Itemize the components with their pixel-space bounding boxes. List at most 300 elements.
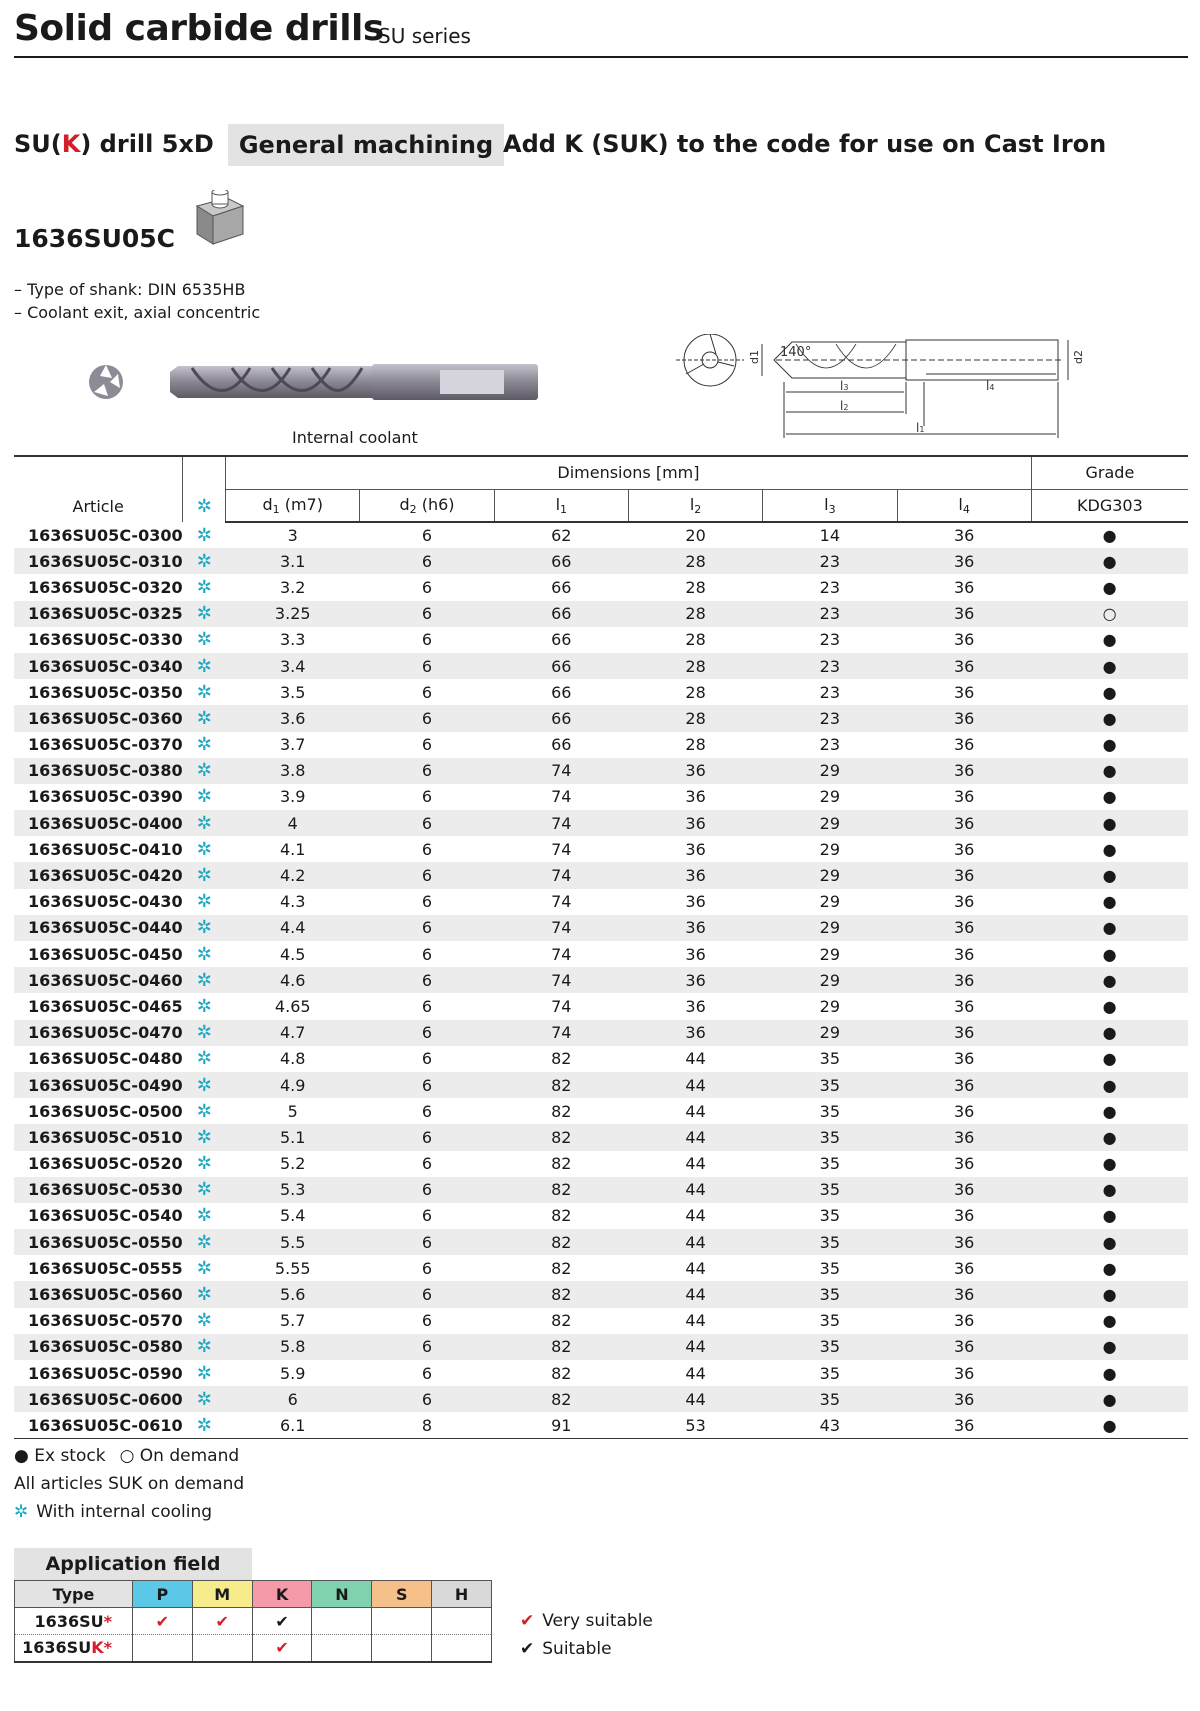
grade-cell: ●	[1031, 1386, 1188, 1412]
check-icon-red: ✔	[275, 1638, 289, 1658]
l4-cell: 36	[897, 548, 1031, 574]
blind-hole-icon	[193, 190, 245, 246]
check-icon: ✔	[520, 1639, 535, 1659]
snowflake-icon: ✲	[196, 1310, 212, 1332]
grade-cell: ●	[1031, 967, 1188, 993]
l4-cell: 36	[953, 526, 975, 546]
snowflake-icon: ✲	[196, 1179, 212, 1201]
article-cell: 1636SU05C-0370	[28, 735, 183, 755]
coolant-cell	[183, 1046, 226, 1072]
l4-cell: 36	[953, 1363, 975, 1383]
image-caption: Internal coolant	[292, 428, 418, 447]
coolant-cell	[183, 1072, 226, 1098]
l4-cell: 36	[897, 1072, 1031, 1098]
l3-cell: 29	[819, 892, 841, 912]
article-cell: 1636SU05C-0480	[28, 1049, 183, 1069]
l3-label: l3	[840, 379, 849, 393]
d1-cell: 5.9	[280, 1363, 306, 1383]
d2-cell: 6	[421, 944, 433, 964]
suitability-cell	[312, 1635, 372, 1662]
table-row	[14, 810, 1188, 836]
coolant-cell	[183, 993, 226, 1019]
l1-cell: 66	[551, 630, 572, 650]
spec-shank: – Type of shank: DIN 6535HB	[14, 280, 246, 299]
l2-cell: 36	[628, 1020, 762, 1046]
l4-cell: 36	[897, 758, 1031, 784]
article-cell: 1636SU05C-0510	[14, 1124, 183, 1150]
grade-cell: ●	[1031, 548, 1188, 574]
l1-cell: 82	[494, 1124, 628, 1150]
grade-cell: ●	[1031, 1124, 1188, 1150]
table-row	[14, 1386, 1188, 1412]
table-row	[14, 574, 1188, 600]
col-l4: $l_4$	[897, 489, 1031, 522]
dimensions-table	[14, 455, 1188, 1439]
l2-cell: 36	[685, 892, 706, 912]
grade-cell: ●	[1031, 653, 1188, 679]
snowflake-icon: ✲	[196, 995, 212, 1017]
table-row	[14, 1334, 1188, 1360]
article-cell: 1636SU05C-0310	[14, 548, 183, 574]
l2-cell: 44	[628, 1177, 762, 1203]
coolant-cell	[183, 1177, 226, 1203]
l3-cell: 23	[763, 653, 897, 679]
snowflake-icon: ✲	[196, 838, 212, 860]
l4-cell: 36	[953, 1258, 975, 1278]
table-row	[14, 1229, 1188, 1255]
article-cell: 1636SU05C-0560	[14, 1281, 183, 1307]
d1-cell: 4.4	[226, 915, 360, 941]
article-cell: 1636SU05C-0360	[14, 705, 183, 731]
l3-cell: 35	[819, 1258, 841, 1278]
snowflake-icon: ✲	[196, 786, 212, 808]
l4-cell: 36	[953, 787, 975, 807]
l2-cell: 36	[628, 967, 762, 993]
l2-cell: 44	[685, 1258, 706, 1278]
d1-cell: 3.9	[280, 787, 306, 807]
article-cell: 1636SU05C-0470	[14, 1020, 183, 1046]
suitability-cell	[252, 1608, 312, 1635]
page-header	[14, 6, 1188, 58]
d1-cell: 6.1	[226, 1412, 360, 1438]
d1-cell: 4.7	[226, 1020, 360, 1046]
snowflake-icon: ✲	[196, 1022, 212, 1044]
suitability-cell	[192, 1635, 252, 1662]
application-table	[14, 1580, 492, 1663]
l3-cell: 23	[819, 682, 841, 702]
l2-cell: 44	[628, 1334, 762, 1360]
l4-cell: 36	[897, 1412, 1031, 1438]
d1-cell: 3.4	[226, 653, 360, 679]
l3-cell: 29	[819, 944, 841, 964]
d1-cell: 5.4	[280, 1206, 306, 1226]
l2-cell: 44	[628, 1124, 762, 1150]
legend-ex-stock: ● Ex stock	[14, 1446, 106, 1466]
coolant-cell	[183, 1281, 226, 1307]
drill-photo	[82, 352, 542, 412]
d1-cell: 5.55	[274, 1258, 311, 1278]
l1-cell: 82	[551, 1154, 572, 1174]
d1-cell: 4.9	[226, 1072, 360, 1098]
snowflake-icon: ✲	[196, 655, 212, 677]
grade-cell: ●	[1031, 1020, 1188, 1046]
table-row	[14, 941, 1188, 967]
l4-cell: 36	[953, 892, 975, 912]
l4-cell: 36	[953, 1101, 975, 1121]
article-cell: 1636SU05C-0610	[14, 1412, 183, 1438]
table-row	[14, 627, 1188, 653]
grade-cell: ●	[1031, 1229, 1188, 1255]
snowflake-icon: ✲	[196, 891, 212, 913]
application-field-title: Application field	[14, 1548, 252, 1580]
d2-cell: 6	[421, 1206, 433, 1226]
col-l2: $l_2$	[628, 489, 762, 522]
grade-cell: ●	[1031, 758, 1188, 784]
grade-cell: ●	[1031, 810, 1188, 836]
l2-cell: 36	[628, 758, 762, 784]
grade-cell: ●	[1102, 1049, 1117, 1069]
table-row	[14, 889, 1188, 915]
l3-cell: 35	[819, 1049, 841, 1069]
coolant-cell	[183, 601, 226, 627]
l1-cell: 74	[494, 1020, 628, 1046]
l1-cell: 82	[551, 1311, 572, 1331]
article-cell: 1636SU05C-0440	[14, 915, 183, 941]
article-cell: 1636SU05C-0590	[28, 1363, 183, 1383]
l2-cell: 36	[685, 944, 706, 964]
snowflake-icon: ✲	[196, 1205, 212, 1227]
l3-cell: 35	[763, 1229, 897, 1255]
l4-cell: 36	[897, 653, 1031, 679]
table-row	[14, 705, 1188, 731]
l4-cell: 36	[897, 1124, 1031, 1150]
grade-cell: ●	[1031, 1072, 1188, 1098]
d2-cell: 6	[360, 705, 494, 731]
drill-k-letter: K	[61, 130, 81, 158]
l1-cell: 82	[551, 1101, 572, 1121]
grade-cell: ●	[1102, 526, 1117, 546]
l4-cell: 36	[953, 839, 975, 859]
col-article: Article	[14, 456, 183, 522]
table-row	[14, 1046, 1188, 1072]
grade-cell: ●	[1102, 944, 1117, 964]
l2-cell: 28	[685, 682, 706, 702]
article-cell: 1636SU05C-0450	[28, 944, 183, 964]
d2-cell: 6	[360, 1386, 494, 1412]
grade-cell: ●	[1102, 1311, 1117, 1331]
grade-cell: ●	[1031, 1281, 1188, 1307]
article-cell: 1636SU05C-0570	[28, 1311, 183, 1331]
l2-cell: 44	[685, 1049, 706, 1069]
l4-cell: 36	[953, 1154, 975, 1174]
l3-cell: 35	[763, 1281, 897, 1307]
snowflake-icon: ✲	[196, 760, 212, 782]
table-row	[14, 967, 1188, 993]
grade-cell: ●	[1102, 630, 1117, 650]
l1-cell: 82	[494, 1386, 628, 1412]
d1-cell: 5.3	[226, 1177, 360, 1203]
l4-cell: 36	[897, 705, 1031, 731]
grade-cell: ●	[1102, 892, 1117, 912]
d1-cell: 5.8	[226, 1334, 360, 1360]
article-cell: 1636SU05C-0330	[28, 630, 183, 650]
table-row	[14, 993, 1188, 1019]
d2-cell: 6	[360, 758, 494, 784]
article-cell: 1636SU05C-0555	[28, 1258, 183, 1278]
d1-cell: 4	[226, 810, 360, 836]
l2-label: l2	[840, 399, 849, 413]
snowflake-icon: ✲	[196, 1100, 212, 1122]
d2-cell: 6	[360, 1229, 494, 1255]
l3-cell: 43	[763, 1412, 897, 1438]
l2-cell: 44	[685, 1101, 706, 1121]
snowflake-icon: ✲	[196, 1048, 212, 1070]
d2-cell: 6	[360, 1281, 494, 1307]
table-row	[14, 1124, 1188, 1150]
type-cell: 1636SU*	[15, 1608, 133, 1635]
l2-cell: 28	[685, 577, 706, 597]
check-icon: ✔	[275, 1611, 289, 1631]
suitability-cell	[132, 1608, 192, 1635]
d2-cell: 6	[421, 1258, 433, 1278]
l2-cell: 44	[628, 1229, 762, 1255]
table-row	[14, 1072, 1188, 1098]
article-cell: 1636SU05C-0465	[28, 996, 183, 1016]
d2-cell: 6	[421, 1311, 433, 1331]
d1-cell: 3.8	[226, 758, 360, 784]
article-cell: 1636SU05C-0350	[28, 682, 183, 702]
suitability-cell	[372, 1635, 432, 1662]
l3-cell: 23	[819, 630, 841, 650]
l1-cell: 66	[551, 577, 572, 597]
l3-cell: 23	[819, 735, 841, 755]
d1-cell: 5.1	[226, 1124, 360, 1150]
l3-cell: 14	[819, 526, 841, 546]
d1-cell: 3.3	[280, 630, 306, 650]
type-cell: 1636SUK*	[15, 1635, 133, 1662]
l4-cell: 36	[897, 967, 1031, 993]
snowflake-icon: ✲	[196, 707, 212, 729]
l1-cell: 62	[551, 526, 572, 546]
l3-cell: 35	[763, 1386, 897, 1412]
legend-on-demand: ○ On demand	[119, 1446, 240, 1466]
l3-cell: 35	[763, 1177, 897, 1203]
l2-cell: 28	[628, 548, 762, 574]
snowflake-icon: ✲	[196, 576, 212, 598]
l1-cell: 91	[494, 1412, 628, 1438]
l2-cell: 28	[628, 653, 762, 679]
article-cell: 1636SU05C-0580	[14, 1334, 183, 1360]
d2-cell: 6	[360, 548, 494, 574]
legend-suitable: Suitable	[542, 1639, 612, 1659]
l1-cell: 74	[494, 758, 628, 784]
suitability-cell	[432, 1608, 492, 1635]
d1-cell: 5.7	[280, 1311, 306, 1331]
l1-cell: 66	[551, 735, 572, 755]
d2-cell: 6	[421, 1363, 433, 1383]
d1-cell: 4.3	[280, 892, 306, 912]
article-cell: 1636SU05C-0325	[14, 601, 183, 627]
snowflake-icon: ✲	[196, 865, 212, 887]
d2-label: d2	[1072, 350, 1085, 364]
col-l3: $l_3$	[763, 489, 897, 522]
page-title: Solid carbide drills	[14, 8, 384, 49]
l4-cell: 36	[897, 1020, 1031, 1046]
coolant-cell	[183, 1098, 226, 1124]
l1-cell: 66	[494, 548, 628, 574]
snowflake-icon: ✲	[196, 1336, 212, 1358]
l3-cell: 35	[819, 1311, 841, 1331]
l1-cell: 82	[551, 1049, 572, 1069]
d2-cell: 6	[360, 1177, 494, 1203]
d2-cell: 6	[360, 601, 494, 627]
l3-cell: 23	[763, 705, 897, 731]
technical-drawing	[676, 334, 1116, 444]
col-l1: $l_1$	[494, 489, 628, 522]
article-cell: 1636SU05C-0410	[28, 839, 183, 859]
table-row	[14, 1203, 1188, 1229]
coolant-cell	[183, 941, 226, 967]
l4-cell: 36	[953, 735, 975, 755]
snowflake-icon: ✲	[196, 524, 212, 546]
material-k: K	[252, 1581, 312, 1608]
snowflake-icon: ✲	[196, 496, 212, 517]
d2-cell: 6	[421, 996, 433, 1016]
grade-cell: ○	[1031, 601, 1188, 627]
l2-cell: 44	[628, 1072, 762, 1098]
l1-label: l1	[916, 421, 925, 435]
coolant-cell	[183, 653, 226, 679]
col-type: Type	[15, 1581, 133, 1608]
article-cell: 1636SU05C-0420	[14, 862, 183, 888]
snowflake-icon: ✲	[196, 1074, 212, 1096]
grade-cell: ●	[1102, 787, 1117, 807]
d2-cell: 6	[360, 915, 494, 941]
l4-cell: 36	[897, 1334, 1031, 1360]
table-row	[14, 862, 1188, 888]
d2-cell: 6	[421, 577, 433, 597]
coolant-cell	[183, 1334, 226, 1360]
snowflake-icon: ✲	[196, 1126, 212, 1148]
l3-cell: 35	[819, 1154, 841, 1174]
table-row	[14, 1255, 1188, 1281]
l4-cell: 36	[953, 996, 975, 1016]
d1-label: d1	[748, 350, 761, 364]
d1-cell: 3.25	[226, 601, 360, 627]
snowflake-icon: ✲	[196, 734, 212, 756]
coolant-cell	[183, 836, 226, 862]
coolant-cell	[183, 1360, 226, 1386]
coolant-cell	[183, 1203, 226, 1229]
l1-cell: 74	[551, 839, 572, 859]
col-dimensions-group: Dimensions [mm]	[226, 456, 1032, 489]
l2-cell: 28	[685, 630, 706, 650]
d2-cell: 6	[421, 630, 433, 650]
d1-cell: 6	[226, 1386, 360, 1412]
check-icon-red: ✔	[155, 1611, 170, 1631]
material-n: N	[312, 1581, 372, 1608]
table-row	[14, 784, 1188, 810]
article-cell: 1636SU05C-0490	[14, 1072, 183, 1098]
l2-cell: 44	[685, 1154, 706, 1174]
suitability-legend	[520, 1607, 653, 1663]
l2-cell: 44	[685, 1206, 706, 1226]
material-s: S	[372, 1581, 432, 1608]
l3-cell: 29	[763, 915, 897, 941]
coolant-cell	[183, 758, 226, 784]
suitability-cell	[372, 1608, 432, 1635]
coolant-cell	[183, 1151, 226, 1177]
l1-cell: 74	[551, 996, 572, 1016]
l3-cell: 29	[763, 862, 897, 888]
table-row	[14, 915, 1188, 941]
material-m: M	[192, 1581, 252, 1608]
l2-cell: 36	[685, 839, 706, 859]
legend-suk-note: All articles SUK on demand	[14, 1474, 245, 1494]
l4-cell: 36	[953, 1206, 975, 1226]
coolant-cell	[183, 1412, 226, 1438]
l3-cell: 23	[763, 548, 897, 574]
col-d1: $d_1$ (m7)	[226, 489, 360, 522]
l4-cell: 36	[897, 915, 1031, 941]
l2-cell: 36	[628, 915, 762, 941]
l2-cell: 44	[685, 1311, 706, 1331]
l3-cell: 35	[763, 1124, 897, 1150]
table-row	[14, 1360, 1188, 1386]
l2-cell: 28	[685, 735, 706, 755]
angle-label: 140°	[780, 345, 812, 360]
snowflake-icon: ✲	[196, 969, 212, 991]
table-row	[14, 601, 1188, 627]
col-grade-kdg303: KDG303	[1031, 489, 1188, 522]
l3-cell: 23	[819, 577, 841, 597]
snowflake-icon: ✲	[196, 1257, 212, 1279]
l3-cell: 29	[763, 1020, 897, 1046]
d1-cell: 4.65	[274, 996, 311, 1016]
l4-cell: 36	[897, 1229, 1031, 1255]
article-cell: 1636SU05C-0430	[28, 892, 183, 912]
d1-cell: 5.2	[280, 1154, 306, 1174]
d1-cell: 4.2	[226, 862, 360, 888]
d2-cell: 6	[360, 1124, 494, 1150]
l4-label: l4	[986, 379, 995, 393]
l2-cell: 28	[628, 705, 762, 731]
article-cell: 1636SU05C-0400	[14, 810, 183, 836]
l4-cell: 36	[953, 944, 975, 964]
d1-cell: 5.5	[226, 1229, 360, 1255]
l3-cell: 29	[819, 839, 841, 859]
l3-cell: 23	[763, 601, 897, 627]
article-cell: 1636SU05C-0380	[14, 758, 183, 784]
coolant-cell	[183, 1020, 226, 1046]
snowflake-icon: ✲	[196, 1284, 212, 1306]
l4-cell: 36	[953, 1049, 975, 1069]
grade-cell: ●	[1102, 1363, 1117, 1383]
article-cell: 1636SU05C-0550	[14, 1229, 183, 1255]
suitability-cell	[192, 1608, 252, 1635]
d1-cell: 4.5	[280, 944, 306, 964]
l1-cell: 82	[551, 1258, 572, 1278]
snowflake-icon: ✲	[196, 1414, 212, 1436]
article-cell: 1636SU05C-0460	[14, 967, 183, 993]
table-row	[14, 732, 1188, 758]
material-h: H	[432, 1581, 492, 1608]
d1-cell: 5.6	[226, 1281, 360, 1307]
l1-cell: 74	[494, 967, 628, 993]
l4-cell: 36	[897, 1386, 1031, 1412]
l1-cell: 82	[494, 1229, 628, 1255]
l4-cell: 36	[897, 862, 1031, 888]
